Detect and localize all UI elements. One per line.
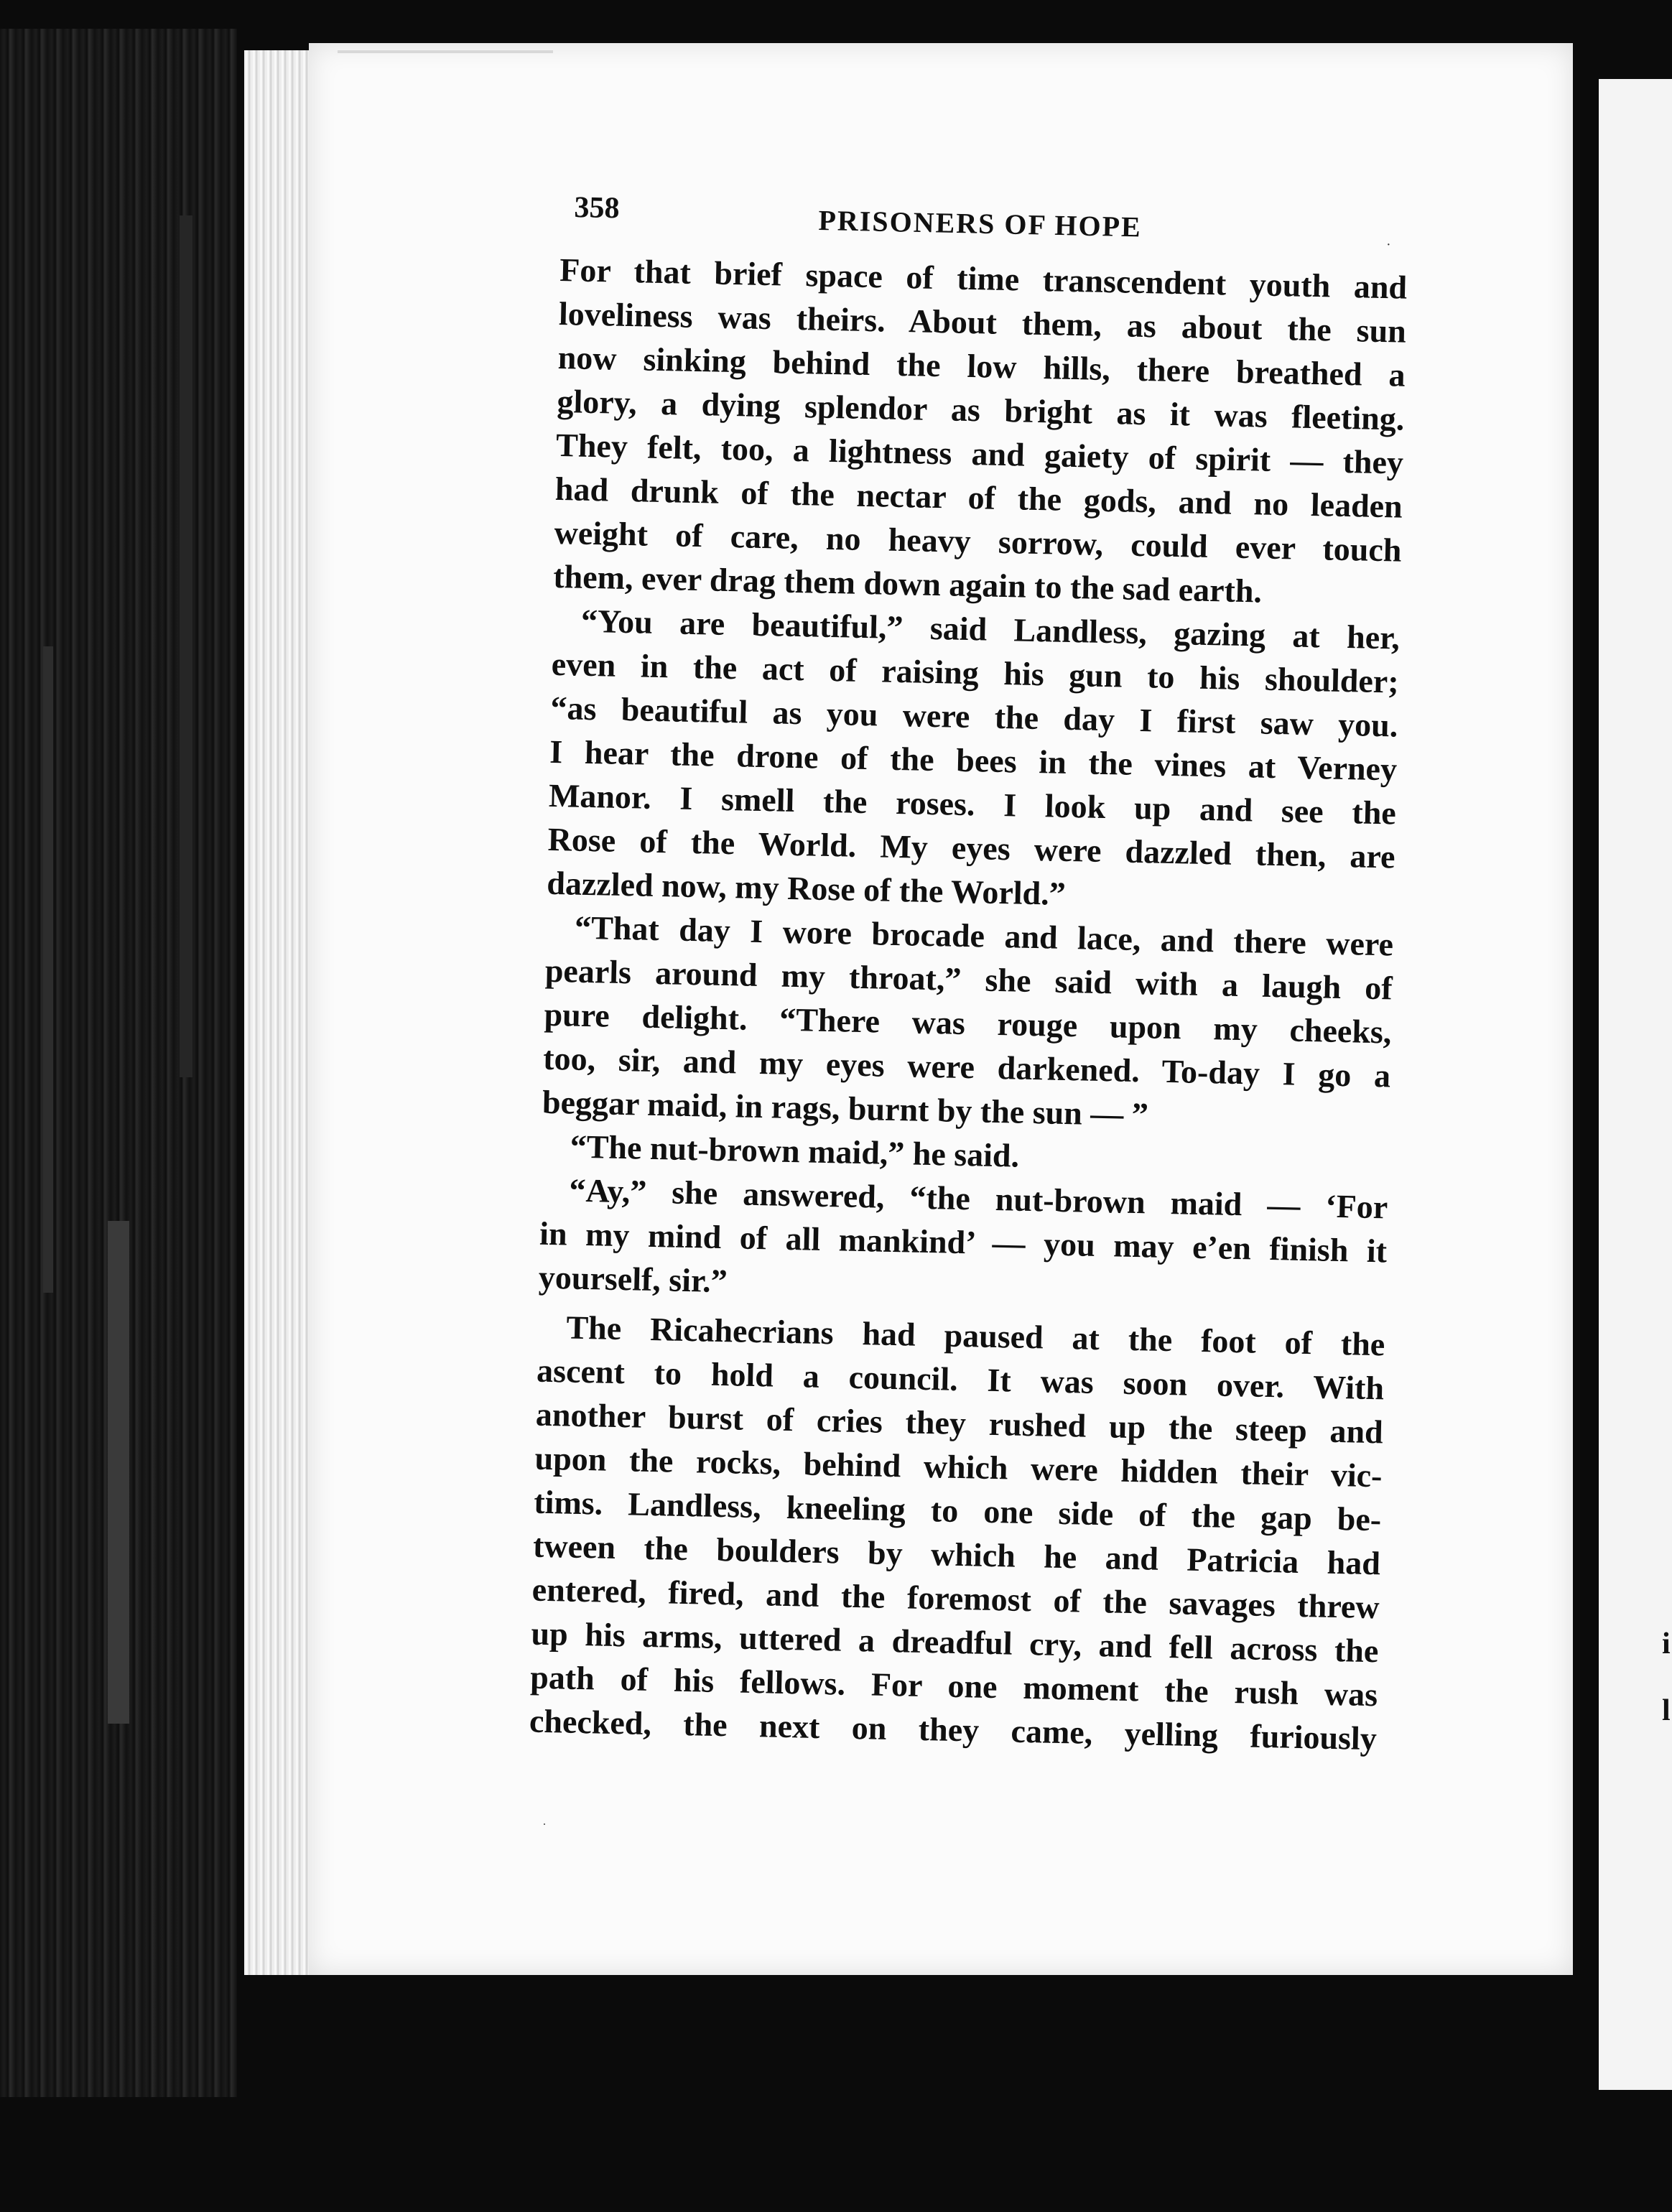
text-line: weight of care, no heavy sorrow, could ever touch	[554, 514, 1402, 569]
text-line: dazzled now, my Rose of the World.”	[546, 864, 1067, 912]
text-line: now sinking behind the low hills, there breathed a	[557, 338, 1406, 394]
page-edges	[244, 50, 309, 1975]
body-text	[529, 248, 1407, 1760]
text-line: “You are beautiful,” said Landless, gazing at her,	[580, 602, 1401, 656]
text-line: loveliness was theirs. About them, as about the sun	[558, 294, 1407, 350]
scan-speck: ·	[1386, 237, 1391, 253]
page-number: 358	[574, 190, 620, 226]
spine-wear-mark	[43, 646, 53, 1293]
running-head: PRISONERS OF HOPE	[818, 203, 1143, 243]
text-line: “The nut-brown maid,” he said.	[570, 1128, 1020, 1174]
page-top-rule	[338, 50, 553, 53]
facing-page-text-fragment: l	[1662, 1694, 1671, 1727]
text-line: up his arms, uttered a dreadful cry, and fell across the	[531, 1614, 1379, 1670]
text-line: “That day I wore brocade and lace, and there were	[574, 908, 1394, 963]
text-line: entered, fired, and the foremost of the savages threw	[531, 1571, 1380, 1626]
text-line: Manor. I smell the roses. I look up and see the	[548, 776, 1397, 832]
text-line: even in the act of raising his gun to his shoulder;	[551, 645, 1400, 700]
text-line: checked, the next on they came, yelling furiously	[529, 1702, 1378, 1757]
text-line: too, sir, and my eyes were darkened. To-day I go a	[542, 1039, 1391, 1095]
facing-page-fragment	[1589, 79, 1672, 2090]
text-line: I hear the drone of the bees in the vines at Verney	[549, 733, 1398, 788]
text-line: yourself, sir.”	[538, 1258, 728, 1300]
text-line: The Ricahecrians had paused at the foot of the	[565, 1309, 1385, 1363]
text-line: path of his fellows. For one moment the rush was	[529, 1658, 1378, 1714]
text-line: Rose of the World. My eyes were dazzled then, are	[547, 820, 1396, 875]
text-line: For that brief space of time transcendent youth and	[559, 251, 1408, 306]
text-line: had drunk of the nectar of the gods, and no leaden	[554, 470, 1403, 525]
text-line: ascent to hold a council. It was soon over. With	[536, 1352, 1385, 1407]
spine-wear-mark	[108, 1221, 129, 1724]
text-line: another burst of cries they rushed up the steep and	[535, 1395, 1384, 1451]
text-line: “Ay,” she answered, “the nut-brown maid — ‘For	[568, 1171, 1388, 1226]
text-line: tims. Landless, kneeling to one side of the gap be-	[533, 1483, 1382, 1538]
text-line: them, ever drag them down again to the sad earth.	[552, 557, 1263, 610]
text-line: beggar maid, in rags, burnt by the sun — ”	[542, 1083, 1149, 1133]
text-line: “as beautiful as you were the day I first saw you.	[550, 689, 1398, 744]
text-line: tween the boulders by which he and Patricia had	[532, 1527, 1381, 1582]
facing-page-text-fragment: i	[1662, 1627, 1671, 1660]
text-line: glory, a dying splendor as bright as it was fleeting.	[556, 382, 1405, 437]
book-spine	[0, 29, 237, 2097]
spine-wear-mark	[180, 215, 192, 1077]
text-line: in my mind of all mankind’ — you may e’en finish it	[539, 1214, 1388, 1270]
text-line: upon the rocks, behind which were hidden their vic-	[534, 1439, 1383, 1495]
text-line: pure delight. “There was rouge upon my cheeks,	[544, 995, 1392, 1051]
text-line: They felt, too, a lightness and gaiety of spirit — they	[555, 426, 1404, 481]
text-line: pearls around my throat,” she said with a laugh of	[544, 952, 1393, 1007]
scan-speck: ·	[542, 1817, 547, 1831]
